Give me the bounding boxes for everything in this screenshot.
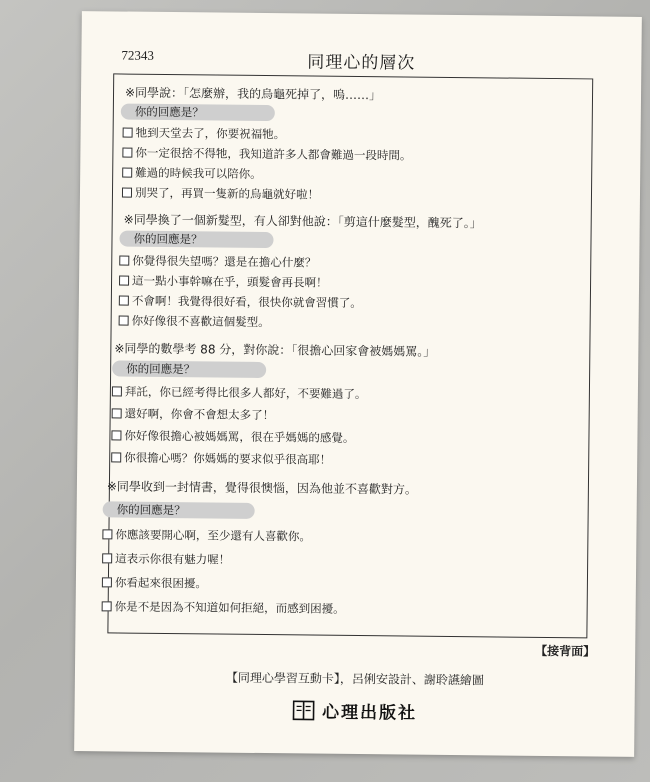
scenario-3-response-label: 你的回應是？ [112, 360, 266, 378]
card-credit: 【同理心學習互動卡】，呂俐安設計、謝聆讌繪圖 [225, 670, 484, 688]
checkbox-icon[interactable] [112, 386, 122, 396]
scenario-4-question: ※同學收到一封情書，覺得很懊惱，因為他並不喜歡對方。 [106, 479, 418, 497]
checkbox-icon[interactable] [102, 577, 112, 587]
checkbox-icon[interactable] [112, 408, 122, 418]
scenario-2-question: ※同學換了一個新髮型，有人卻對他說：「剪這什麼髮型，醜死了。」 [123, 212, 482, 231]
continue-on-back-note: 【接背面】 [535, 643, 596, 659]
checkbox-icon[interactable] [122, 148, 132, 158]
scenario-2-option-2[interactable]: 這一點小事幹嘛在乎，頭髮會再長啊！ [119, 272, 328, 290]
scenario-1-option-4[interactable]: 別哭了，再買一隻新的烏龜就好啦！ [122, 185, 319, 203]
scenario-2-option-4[interactable]: 你好像很不喜歡這個髮型。 [119, 312, 270, 330]
scenario-3-option-1[interactable]: 拜託，你已經考得比很多人都好，不要難過了。 [112, 383, 367, 402]
publisher-name: 心理出版社 [321, 702, 418, 724]
publisher [74, 695, 634, 726]
scenario-3-option-3[interactable]: 你好像很擔心被媽媽罵，很在乎媽媽的感覺。 [111, 427, 354, 446]
checkbox-icon[interactable] [119, 275, 129, 285]
scenario-1-question: ※同學說：「怎麼辦，我的烏龜死掉了，嗚……」 [124, 85, 382, 103]
scenario-4-response-label: 你的回應是？ [103, 501, 255, 519]
scenario-4-option-3[interactable]: 你看起來很困擾。 [102, 574, 207, 591]
checkbox-icon[interactable] [123, 128, 133, 138]
scenario-2-response-label: 你的回應是？ [119, 230, 273, 248]
scenario-3-question: ※同學的數學考 88 分，對你說：「很擔心回家會被媽媽罵。」 [114, 341, 436, 359]
scenario-1-option-3[interactable]: 難過的時候我可以陪你。 [122, 165, 262, 182]
scenario-1-response-label: 你的回應是？ [121, 104, 275, 122]
scenario-3-option-2[interactable]: 還好啊，你會不會想太多了！ [112, 405, 275, 423]
scenario-1-option-2[interactable]: 你一定很捨不得牠，我知道許多人都會難過一段時間。 [122, 145, 411, 164]
checkbox-icon[interactable] [102, 553, 112, 563]
scenario-4-option-2[interactable]: 這表示你很有魅力喔！ [102, 550, 230, 567]
checkbox-icon[interactable] [119, 315, 129, 325]
card-code: 72343 [121, 47, 155, 63]
card-title: 同理心的層次 [307, 52, 416, 74]
scenario-2-option-1[interactable]: 你覺得很失望嗎？還是在擔心什麼？ [119, 252, 316, 270]
checkbox-icon[interactable] [122, 168, 132, 178]
scenario-4-option-4[interactable]: 你是不是因為不知道如何拒絕，而感到困擾。 [102, 598, 345, 617]
book-icon [292, 699, 314, 721]
checkbox-icon[interactable] [122, 188, 132, 198]
scenario-3-option-4[interactable]: 你很擔心嗎？你媽媽的要求似乎很高耶！ [111, 449, 331, 467]
checkbox-icon[interactable] [102, 529, 112, 539]
checkbox-icon[interactable] [111, 430, 121, 440]
checkbox-icon[interactable] [111, 452, 121, 462]
scenario-4-option-1[interactable]: 你應該要開心啊，至少還有人喜歡你。 [102, 526, 311, 544]
scenario-2-option-3[interactable]: 不會啊！我覺得很好看，很快你就會習慣了。 [119, 292, 362, 311]
checkbox-icon[interactable] [119, 255, 129, 265]
checkbox-icon[interactable] [102, 601, 112, 611]
scenario-1-option-1[interactable]: 牠到天堂去了，你要祝福牠。 [123, 125, 286, 143]
empathy-card [74, 11, 642, 757]
checkbox-icon[interactable] [119, 295, 129, 305]
